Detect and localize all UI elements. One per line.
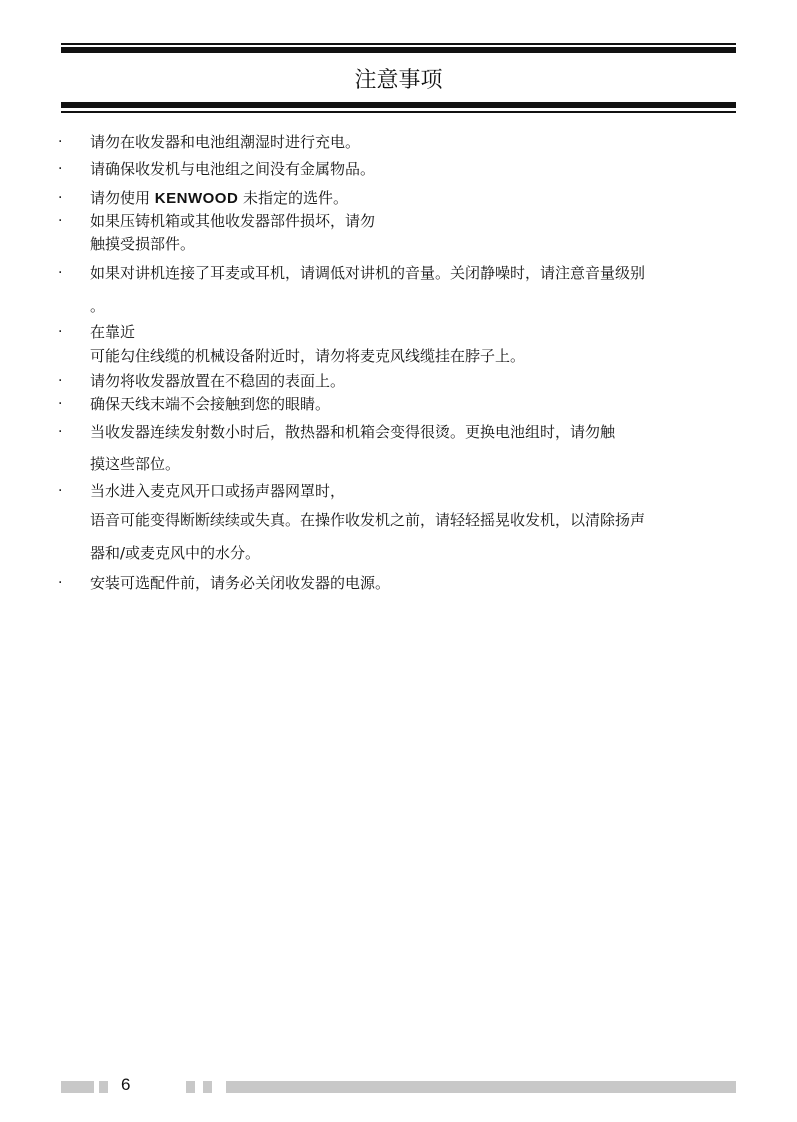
bullet-icon: · [58,134,63,150]
list-item-text [90,186,348,211]
list-item-text-continued: 触摸受损部件。 [90,235,196,253]
footer-bar-mid-1 [186,1081,195,1093]
footer-bar-left-long [61,1081,94,1093]
footer-bar-mid-2 [203,1081,212,1093]
text-prefix: 请勿使用 [90,189,155,207]
bullet-icon: · [58,575,63,591]
header-top-rule-thick [61,47,736,53]
footer-bar-right [226,1081,736,1093]
list-item-text: 请勿将收发器放置在不稳固的表面上。 [90,372,346,390]
list-item-text-continued: 。 [90,297,106,315]
header-bottom-rule-thin [61,111,736,113]
list-item-text: 当水进入麦克风开口或扬声器网罩时， [90,482,346,500]
list-item-text: 如果压铸机箱或其他收发器部件损坏，请勿 [90,212,376,230]
brand-name: KENWOOD [154,190,239,207]
bullet-icon: · [58,161,63,177]
header-bottom-rule-thick [61,102,736,108]
bullet-icon: · [58,424,63,440]
list-item-text: 请确保收发机与电池组之间没有金属物品。 [90,160,376,178]
list-item-text: 在靠近 [90,323,136,341]
list-item-text-continued: 语音可能变得断断续续或失真。在操作收发机之前，请轻轻摇晃收发机，以清除扬声 [90,511,646,529]
bullet-icon: · [58,213,63,229]
list-item-text: 当收发器连续发射数小时后，散热器和机箱会变得很烫。更换电池组时，请勿触 [90,423,616,441]
list-item-text-continued: 摸这些部位。 [90,455,181,473]
list-item-text-continued: 可能勾住线缆的机械设备附近时，请勿将麦克风线缆挂在脖子上。 [90,347,526,365]
list-item-text: 如果对讲机连接了耳麦或耳机，请调低对讲机的音量。关闭静噪时，请注意音量级别 [90,264,646,282]
bullet-icon: · [58,324,63,340]
bullet-icon: · [58,396,63,412]
bullet-icon: · [58,483,63,499]
page-title: 注意事项 [354,68,443,93]
list-item-text: 请勿在收发器和电池组潮湿时进行充电。 [90,133,361,151]
list-item-text: 安装可选配件前，请务必关闭收发器的电源。 [90,574,391,592]
list-item-text: 确保天线末端不会接触到您的眼睛。 [90,395,331,413]
page-number: 6 [121,1075,131,1094]
footer-bar-left-short [99,1081,108,1093]
header-top-rule-thin [61,43,736,45]
text-suffix: 未指定的选件。 [238,189,349,207]
bullet-icon: · [58,265,63,281]
bullet-icon: · [58,190,63,206]
bullet-icon: · [58,373,63,389]
list-item-text-continued: 器和/或麦克风中的水分。 [90,544,261,562]
